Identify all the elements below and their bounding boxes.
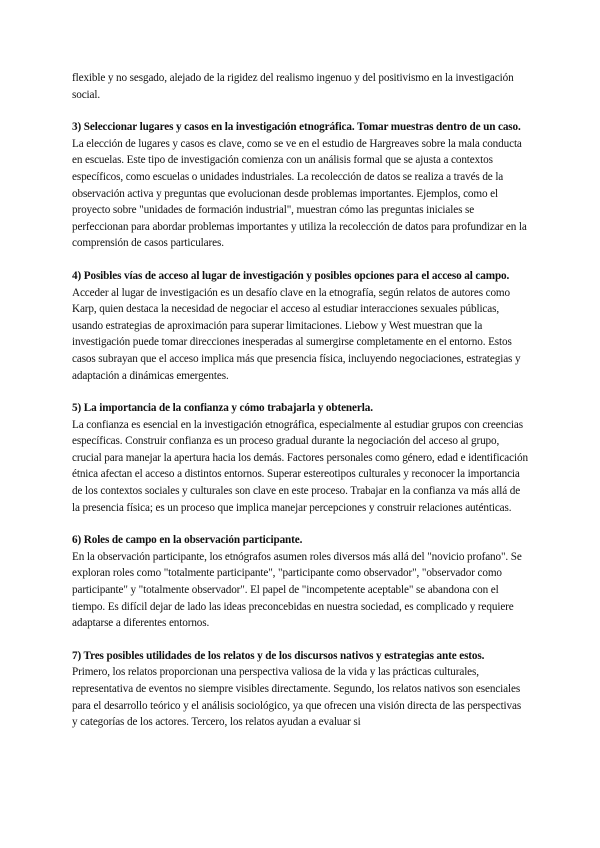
section-5: [72, 400, 528, 516]
section-7: [72, 648, 528, 731]
section-6: [72, 532, 528, 632]
section-heading: 4) Posibles vías de acceso al lugar de investigación y posibles opciones para el acceso al campo.: [72, 269, 510, 282]
intro-paragraph: flexible y no sesgado, alejado de la rigidez del realismo ingenuo y del positivismo en la investigación social.: [72, 72, 514, 101]
section-body: Primero, los relatos proporcionan una perspectiva valiosa de la vida y las prácticas culturales, representativa de eventos no siempre visibles directamente. Segundo, los relatos nativos son esenciales para el desarrollo teórico y el análisis sociológico, ya que ofrecen una visión directa de las perspectivas y categorías de los actores. Tercero, los relatos ayudan a evaluar si: [72, 666, 522, 729]
document-page: [72, 70, 528, 731]
section-heading: 6) Roles de campo en la observación participante.: [72, 534, 303, 547]
section-body: Acceder al lugar de investigación es un desafío clave en la etnografía, según relatos de autores como Karp, quien destaca la necesidad de negociar el acceso al estudiar interacciones sexuales públicas, usando estrategias de aproximación para superar limitaciones. Liebow y West muestran que la investigación puede tomar direcciones inesperadas al sumergirse completamente en el entorno. Estos casos subrayan que el acceso implica más que presencia física, incluyendo negociaciones, estrategias y adaptación a dinámicas emergentes.: [72, 286, 521, 382]
section-4: [72, 268, 528, 384]
section-body: La elección de lugares y casos es clave, como se ve en el estudio de Hargreaves sobre la mala conducta en escuelas. Este tipo de investigación comienza con un análisis formal que se ajusta a contextos específicos, como escuelas o unidades industriales. La recolección de datos se realiza a través de la observación activa y preguntas que evolucionan desde problemas importantes. Ejemplos, como el proyecto sobre "unidades de formación industrial", muestran cómo las preguntas iniciales se perfeccionan para abordar problemas importantes y utiliza la recolección de datos para profundizar en la comprensión de casos particulares.: [72, 137, 527, 250]
section-heading: 5) La importancia de la confianza y cómo trabajarla y obtenerla.: [72, 402, 373, 415]
section-body: En la observación participante, los etnógrafos asumen roles diversos más allá del "novicio profano". Se exploran roles como "totalmente participante", "participante como observador", "observador como participante" y "totalmente observador". El papel de "incompetente aceptable" se abandona con el tiempo. Es difícil dejar de lado las ideas preconcebidas en nuestra sociedad, es complicado y requiere adaptarse a diferentes entornos.: [72, 550, 522, 630]
section-body: La confianza es esencial en la investigación etnográfica, especialmente al estudiar grupos con creencias específicas. Construir confianza es un proceso gradual durante la negociación del acceso al grupo, crucial para manejar la apertura hacia los demás. Factores personales como género, edad e identificación étnica afectan el acceso a distintos entornos. Superar estereotipos culturales y reconocer la importancia de los contextos sociales y culturales son clave en este proceso. Trabajar en la confianza va más allá de la presencia física; es un proceso que implica manejar percepciones y construir relaciones auténticas.: [72, 418, 528, 514]
section-heading: 3) Seleccionar lugares y casos en la investigación etnográfica. Tomar muestras dentro de un caso.: [72, 121, 521, 134]
section-heading: 7) Tres posibles utilidades de los relatos y de los discursos nativos y estrategias ante estos.: [72, 649, 485, 662]
section-3: [72, 119, 528, 252]
